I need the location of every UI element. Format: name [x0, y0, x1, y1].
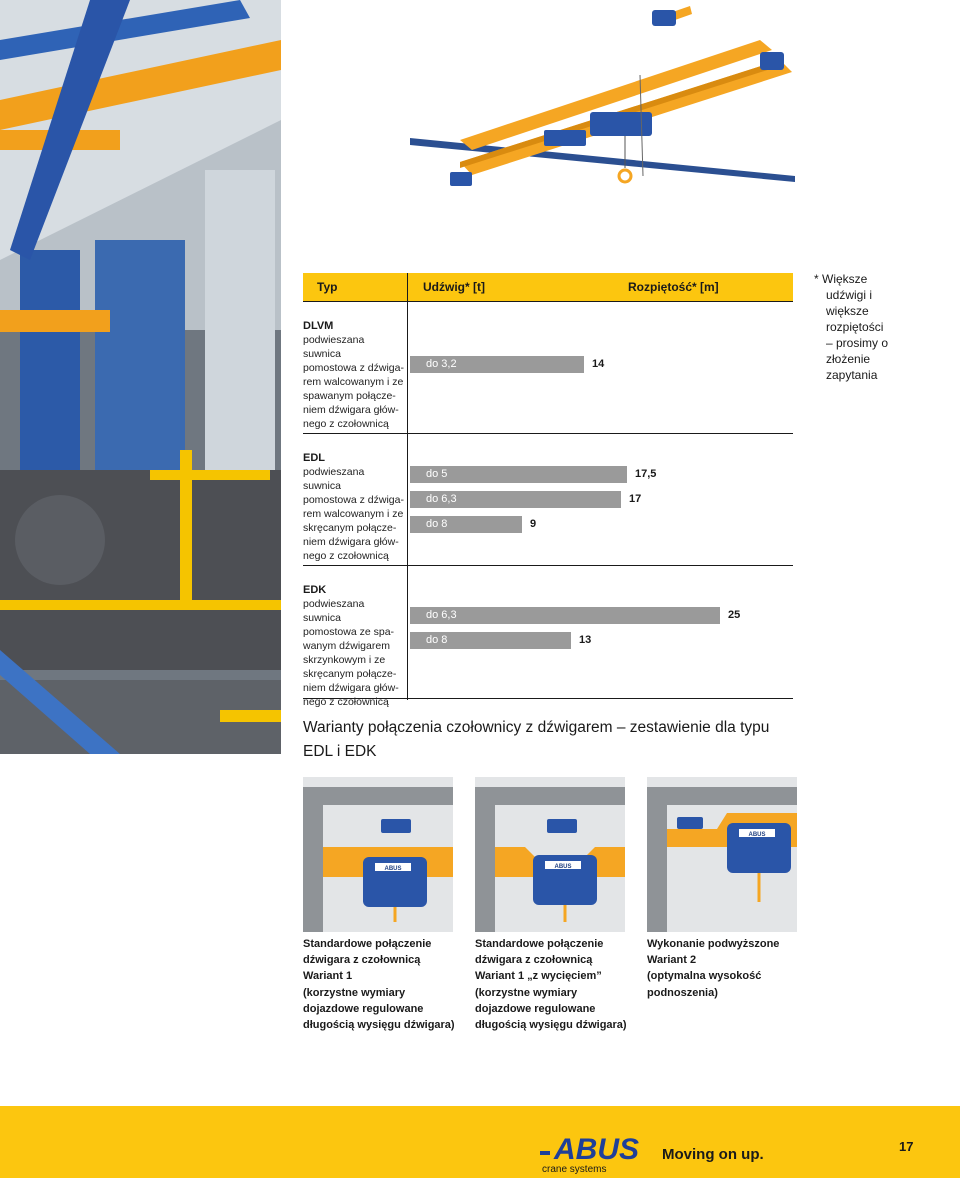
- type-desc-line: niem dźwigara głów-: [303, 536, 399, 548]
- type-desc-line: rem walcowanym i ze: [303, 376, 404, 388]
- abus-logo: [540, 1133, 658, 1163]
- logo-text: ABUS: [554, 864, 572, 870]
- footer-band: [0, 1106, 960, 1178]
- caption-line: podnoszenia): [647, 986, 718, 999]
- table-header: [303, 273, 793, 302]
- type-code: DLVM: [303, 320, 334, 332]
- type-code: EDL: [303, 452, 325, 464]
- caption-line: dojazdowe regulowane: [303, 1002, 424, 1015]
- logo-text: ABUS: [384, 866, 402, 872]
- span-value: 25: [728, 609, 741, 621]
- header-span: Rozpiętość* [m]: [628, 280, 719, 294]
- type-desc-line: podwieszana suwnica: [303, 598, 365, 624]
- table-row-type: [303, 319, 405, 431]
- row-divider: [303, 433, 793, 434]
- caption-line: Wariant 1 „z wycięciem”: [475, 970, 602, 983]
- slogan: Moving on up.: [662, 1146, 764, 1163]
- variant-3-caption: [647, 936, 817, 1001]
- variant-1-image: [303, 777, 453, 932]
- section-title: Warianty połączenia czołownicy z dźwigarem – zestawienie dla typu EDL i EDK: [303, 719, 770, 760]
- span-value: 9: [530, 518, 537, 530]
- variant-2-caption: [475, 936, 645, 1033]
- span-value: 17: [629, 493, 642, 505]
- caption-line: Wykonanie podwyższone: [647, 938, 780, 950]
- type-desc-line: pomostowa z dźwiga-: [303, 362, 404, 374]
- spec-table: [303, 273, 793, 708]
- caption-line: (korzystne wymiary: [303, 986, 406, 999]
- caption-line: (korzystne wymiary: [475, 986, 578, 999]
- crane-connection-variant-1-cutout-icon: [475, 777, 625, 932]
- caption-line: (optymalna wysokość: [647, 970, 762, 983]
- type-desc-line: spawanym połącze-: [303, 390, 396, 402]
- suspension-crane-drawing: [400, 0, 810, 200]
- header-capacity: Udźwig* [t]: [423, 280, 485, 294]
- capacity-bar: [410, 466, 627, 483]
- factory-photo-drawing: [0, 0, 281, 754]
- capacity-label: do 8: [426, 518, 448, 530]
- type-desc-line: rem walcowanym i ze: [303, 508, 404, 520]
- brand-subtitle: crane systems: [542, 1164, 607, 1175]
- note-line: – prosimy o: [826, 336, 889, 350]
- header-type: Typ: [317, 280, 338, 294]
- note-line: rozpiętości: [826, 320, 884, 334]
- span-value: 17,5: [635, 468, 657, 480]
- type-desc-line: niem dźwigara głów-: [303, 404, 399, 416]
- caption-line: Wariant 2: [647, 954, 697, 967]
- capacity-bar: [410, 632, 571, 649]
- capacity-bar: [410, 491, 621, 508]
- type-desc-line: nego z czołownicą: [303, 696, 389, 708]
- capacity-bar: [410, 356, 584, 373]
- span-value: 14: [592, 358, 605, 370]
- caption-line: długością wysięgu dźwigara): [475, 1019, 627, 1032]
- logo-text: ABUS: [748, 832, 766, 838]
- caption-line: Standardowe połączenie: [475, 938, 604, 950]
- table-row-type: [303, 451, 405, 563]
- row-divider: [303, 565, 793, 566]
- caption-line: Wariant 1: [303, 970, 353, 983]
- footnote: [814, 271, 904, 383]
- capacity-bar: [410, 516, 522, 533]
- capacity-bar: [410, 607, 720, 624]
- variant-3-image: [647, 777, 797, 932]
- capacity-label: do 5: [426, 468, 448, 480]
- caption-line: dźwigara z czołownicą: [475, 954, 593, 967]
- caption-line: dźwigara z czołownicą: [303, 954, 421, 967]
- logo-brand: ABUS: [554, 1133, 640, 1163]
- capacity-label: do 8: [426, 634, 448, 646]
- variant-1-caption: [303, 936, 473, 1033]
- capacity-label: do 6,3: [426, 493, 457, 505]
- type-desc-line: nego z czołownicą: [303, 418, 389, 430]
- type-desc-line: wanym dźwigarem: [303, 640, 390, 652]
- type-desc-line: skręcanym połącze-: [303, 668, 397, 680]
- type-desc-line: niem dźwigara głów-: [303, 682, 399, 694]
- variant-2-image: [475, 777, 625, 932]
- crane-connection-variant-2-icon: [647, 777, 797, 932]
- type-desc-line: pomostowa z dźwiga-: [303, 494, 404, 506]
- type-desc-line: pomostowa ze spa-: [303, 626, 395, 638]
- note-line: udźwigi i: [826, 288, 873, 302]
- column-divider: [407, 273, 408, 700]
- type-desc-line: podwieszana suwnica: [303, 334, 365, 360]
- note-line: zapytania: [826, 368, 878, 382]
- capacity-label: do 3,2: [426, 358, 457, 370]
- type-code: EDK: [303, 584, 327, 596]
- note-line: złożenie: [826, 352, 871, 366]
- page-number: 17: [899, 1139, 914, 1154]
- caption-line: dojazdowe regulowane: [475, 1002, 596, 1015]
- span-value: 13: [579, 634, 592, 646]
- factory-photo: [0, 0, 281, 754]
- type-desc-line: skrzynkowym i ze: [303, 654, 386, 666]
- note-line: * Większe: [814, 272, 868, 286]
- note-line: większe: [826, 304, 869, 318]
- type-desc-line: podwieszana suwnica: [303, 466, 365, 492]
- abus-logo-mark: [540, 1133, 658, 1163]
- caption-line: Standardowe połączenie: [303, 938, 432, 950]
- table-row-type: [303, 583, 405, 709]
- capacity-label: do 6,3: [426, 609, 457, 621]
- crane-connection-variant-1-icon: [303, 777, 453, 932]
- type-desc-line: nego z czołownicą: [303, 550, 389, 562]
- crane-illustration: [400, 0, 810, 200]
- caption-line: długością wysięgu dźwigara): [303, 1019, 455, 1032]
- type-desc-line: skręcanym połącze-: [303, 522, 397, 534]
